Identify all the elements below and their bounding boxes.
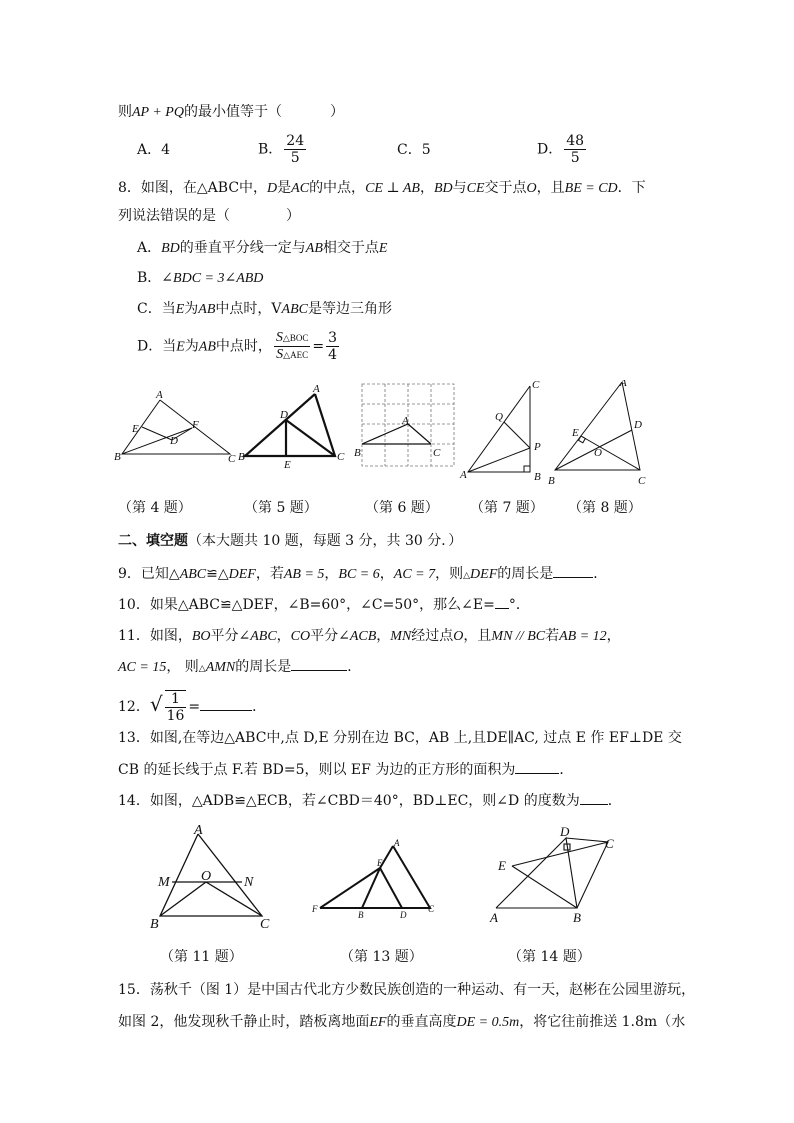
f13-label-e: E (377, 858, 383, 868)
caption-fig11: （第 11 题） (160, 949, 243, 965)
q8-math: CE (466, 181, 485, 196)
q8-line2 (118, 206, 300, 226)
f13-label-a: A (394, 838, 400, 848)
q13-text: CB 的延长线于点 F.若 BD=5，则以 EF 为边的正方形的面积为 (118, 762, 516, 778)
f8-label-c: C (638, 475, 646, 487)
q15-text: ，将它往前推送 1.8m（水 (519, 1014, 686, 1030)
f7-label-c: C (532, 380, 540, 391)
q7-option-b-label: B． (258, 141, 283, 158)
figure-row-1 (110, 380, 680, 490)
q7-option-b (258, 133, 308, 166)
f13-label-d: D (400, 910, 407, 920)
q11-text: 11．如图， (118, 628, 192, 644)
q8-text: C．当 (137, 301, 176, 317)
f7-label-a: A (460, 469, 467, 481)
q7-suffix: 的最小值等于（ (183, 104, 282, 120)
q8-math: BD (433, 181, 453, 196)
q9-text: ，若 (255, 566, 284, 582)
f14-label-a: A (490, 910, 498, 925)
q11-math: ∠ACB (338, 629, 377, 644)
f8-label-d: D (634, 419, 642, 431)
q7-expr: AP + PQ (132, 105, 184, 120)
q14 (118, 790, 622, 811)
q8-option-c (137, 299, 392, 320)
q9: 9．已知△ABC≌△DEF，若AB = 5，BC = 6，AC = 7，则△DEF的周长是 ． (118, 563, 607, 586)
q8-text: B． (137, 270, 162, 286)
q11-text: 平分 (210, 628, 239, 644)
q11-text: ， (276, 628, 291, 644)
figure-7 (468, 386, 530, 472)
q9-end: ． (593, 566, 608, 582)
q8-text: 是等边三角形 (307, 301, 392, 317)
q15-text: 15．荡秋千（图 1）是中国古代北方少数民族创造的一种运动、有一天，赵彬在公园里游玩， (118, 982, 696, 998)
q11-text: ， (606, 628, 621, 644)
q10 (118, 594, 530, 615)
q8-math: ∠BDC = 3∠ABD (161, 271, 264, 286)
q7-option-c-label: C．5 (397, 142, 431, 158)
f11-label-o: O (201, 869, 212, 884)
q7-option-a-label: A．4 (137, 142, 171, 158)
f14-label-e: E (498, 858, 506, 873)
q8-text: 的中点， (309, 180, 366, 196)
q7-option-c (397, 140, 431, 160)
caption-fig8: （第 8 题） (568, 500, 642, 516)
f6-label-c: C (433, 447, 441, 459)
q15-text: 如图 2，他发现秋千静止时，踏板离地面 (118, 1014, 370, 1030)
q11-end: ． (347, 659, 362, 675)
q15-line2 (118, 1012, 685, 1033)
q11-math: AC = 15 (118, 660, 167, 675)
q11-text: 的周长是 (235, 659, 292, 675)
q9-text: ， (379, 566, 394, 582)
figure-row-2 (140, 820, 630, 932)
q8-math: BD (161, 241, 180, 256)
q12 (118, 690, 266, 724)
f7-label-p: P (534, 441, 541, 453)
q14-answer-blank[interactable] (580, 790, 608, 805)
q8-math: AB (305, 241, 323, 256)
q11-text: 平分 (310, 628, 339, 644)
q8-option-a (137, 238, 387, 259)
q11-text: ， (376, 628, 391, 644)
caption-fig7: （第 7 题） (470, 500, 544, 516)
q8-math: D (267, 181, 278, 196)
q8-line1 (118, 178, 646, 199)
f11-label-n: N (244, 875, 254, 890)
f8-label-o: O (594, 447, 602, 459)
q8-optd-rnum: 3 (328, 330, 337, 346)
q12-end: ． (252, 699, 267, 715)
q8-math: E (175, 302, 185, 317)
q9-math: DEF (470, 567, 498, 582)
q8-optd-eq: = (312, 338, 325, 355)
q8-text: D．当 (137, 338, 177, 355)
q8-text: 交于点 (484, 180, 527, 196)
q7-close: ） (329, 104, 344, 120)
q12-text: 12． (118, 699, 150, 715)
q9-text: ≌△ (206, 566, 229, 582)
q15-line1 (118, 980, 695, 1000)
q8-optd-num: S (275, 330, 283, 345)
q15-math: EF (369, 1015, 387, 1030)
q8-math: AC (291, 181, 310, 196)
q15-text: 的垂直高度 (386, 1014, 457, 1030)
section-2-title: 二、填空题 (118, 533, 188, 549)
q7-option-b-den: 5 (290, 150, 300, 166)
q7-option-d-label: D． (537, 141, 563, 158)
q7-option-d-den: 5 (570, 150, 580, 166)
q11-math: MN (390, 629, 412, 644)
q8-math: AB (198, 302, 216, 317)
q9-text: 的周长是 (497, 566, 554, 582)
q12-den: 16 (166, 708, 185, 724)
f5-label-b: B (238, 451, 245, 463)
f6-label-b: B (354, 447, 361, 459)
q8-math: E (176, 339, 185, 355)
caption-fig4: （第 4 题） (118, 500, 192, 516)
q9-text: 9．已知△ (118, 566, 180, 582)
f5-label-c: C (337, 451, 345, 463)
q8-text: ，且 (536, 180, 565, 196)
q7-tail (118, 102, 344, 123)
q9-math: DEF (228, 567, 256, 582)
q14-end: ． (607, 793, 622, 809)
q9-math: AB = 5 (283, 567, 325, 582)
q12-answer-blank[interactable] (200, 696, 252, 711)
q8-text: 为 (184, 301, 199, 317)
q8-text: 中点时，V (215, 301, 282, 317)
q7-option-d-num: 48 (566, 133, 585, 149)
q7-prefix: 则 (118, 104, 132, 120)
q11-math: AB = 12 (559, 629, 607, 644)
q10-text: 10．如果△ABC≌△DEF，∠B=60°，∠C=50°，那么∠E= (118, 597, 495, 613)
q10-end: °． (508, 597, 530, 613)
q8-math: BE = CD (564, 181, 618, 196)
q8-text: 相交于点 (322, 240, 379, 256)
q12-num: 1 (165, 691, 187, 708)
figure-5 (245, 394, 335, 456)
q13-answer-blank[interactable] (515, 759, 559, 774)
q9-math: AC = 7 (393, 567, 436, 582)
f4-label-a: A (156, 389, 163, 401)
q11-line1 (118, 626, 621, 647)
q14-text: 14．如图，△ADB≌△ECB，若∠CBD＝40°，BD⊥EC，则∠D 的度数为 (118, 793, 580, 809)
q13-text: 13．如图,在等边△ABC中,点 D,E 分别在边 BC，AB 上,且DE∥AC, 过点 E 作 EF⊥DE 交 (118, 730, 682, 746)
f5-label-d: D (280, 409, 288, 421)
f14-label-b: B (573, 910, 581, 925)
q11-math: MN // BC (491, 629, 546, 644)
q8-text: 中点时， (215, 338, 272, 355)
figure-13 (320, 846, 430, 908)
sqrt-icon: √ (149, 692, 163, 716)
q8-text: ） (286, 208, 300, 224)
q11-math: ∠ABC (238, 629, 277, 644)
q11-math: BO (191, 629, 211, 644)
q11-text: ， 则 (166, 659, 199, 675)
q8-math: E (378, 241, 388, 256)
f4-label-f: F (192, 419, 199, 431)
q8-text: 8．如图，在△ABC中， (118, 180, 268, 196)
f13-label-f: F (312, 904, 318, 914)
q8-text: A． (137, 240, 162, 256)
q11-math: CO (290, 629, 311, 644)
q9-answer-blank[interactable] (553, 563, 593, 578)
q8-text: 与 (452, 180, 467, 196)
q11-text: 经过点 (411, 628, 454, 644)
f14-label-d: D (560, 824, 570, 839)
q7-option-b-num: 24 (286, 133, 305, 149)
q8-math: CE ⊥ AB (365, 181, 420, 196)
q13-line1 (118, 728, 682, 748)
q11-text: ，且 (463, 628, 492, 644)
q7-option-d (537, 133, 588, 166)
section-2-desc: （本大题共 10 题，每题 3 分，共 30 分．） (188, 533, 463, 549)
q8-text: 列说法错误的是（ (118, 208, 230, 224)
f7-label-b: B (534, 471, 541, 483)
q8-option-b (137, 268, 263, 289)
f5-label-e: E (284, 459, 291, 471)
section-2-heading (118, 531, 462, 551)
q11-math: AMN (205, 660, 236, 675)
q8-math: AB (198, 339, 216, 355)
f11-label-m: M (158, 875, 170, 890)
q13-end: ． (559, 762, 574, 778)
f14-label-c: C (605, 836, 614, 851)
f13-label-c: C (428, 904, 435, 914)
q8-optd-den: S (276, 347, 284, 362)
q8-optd-num-sub: △BOC (282, 333, 309, 343)
f13-label-b: B (358, 910, 364, 920)
f8-label-e: E (572, 427, 579, 439)
q8-option-d (137, 330, 341, 363)
q12-eq: = (188, 699, 201, 715)
f8-label-b: B (548, 475, 555, 487)
caption-fig6: （第 6 题） (365, 500, 439, 516)
q8-text: ．下 (617, 180, 646, 196)
f6-label-a: A (402, 415, 409, 427)
f11-label-c: C (260, 917, 270, 932)
q9-text: ， (324, 566, 339, 582)
q11-line2: AC = 15， 则△AMN的周长是 ． (118, 656, 361, 679)
q8-optd-rden: 4 (328, 347, 337, 363)
q8-text: 是 (277, 180, 292, 196)
q8-text: 的垂直平分线一定与 (179, 240, 306, 256)
q8-math: ABC (281, 302, 308, 317)
q9-text: ，则 (435, 566, 464, 582)
q9-math: BC = 6 (338, 567, 380, 582)
f11-label-a: A (194, 823, 203, 838)
q13-line2 (118, 759, 573, 780)
caption-fig5: （第 5 题） (244, 500, 318, 516)
q8-optd-den-sub: △AEC (283, 350, 309, 360)
q10-answer-blank[interactable] (495, 594, 509, 609)
q15-math: DE = 0.5m (456, 1015, 520, 1030)
f11-label-b: B (150, 917, 159, 932)
caption-fig14: （第 14 题） (508, 949, 591, 965)
f4-label-b: B (114, 451, 121, 463)
q7-option-a (137, 140, 170, 160)
q8-text: ， (419, 180, 434, 196)
f4-label-c: C (228, 453, 236, 465)
figure-14 (496, 838, 608, 908)
f4-label-d: D (170, 435, 178, 447)
q11-math: O (453, 629, 464, 644)
caption-fig13: （第 13 题） (340, 949, 423, 965)
q9-math: ABC (179, 567, 207, 582)
f8-label-a: A (620, 380, 627, 389)
f4-label-e: E (132, 423, 139, 435)
q11-text: 若 (545, 628, 560, 644)
q8-text: 为 (184, 338, 199, 355)
q8-math: O (526, 181, 537, 196)
q11-answer-blank[interactable] (291, 656, 347, 671)
f5-label-a: A (313, 383, 320, 395)
f7-label-q: Q (495, 411, 503, 423)
